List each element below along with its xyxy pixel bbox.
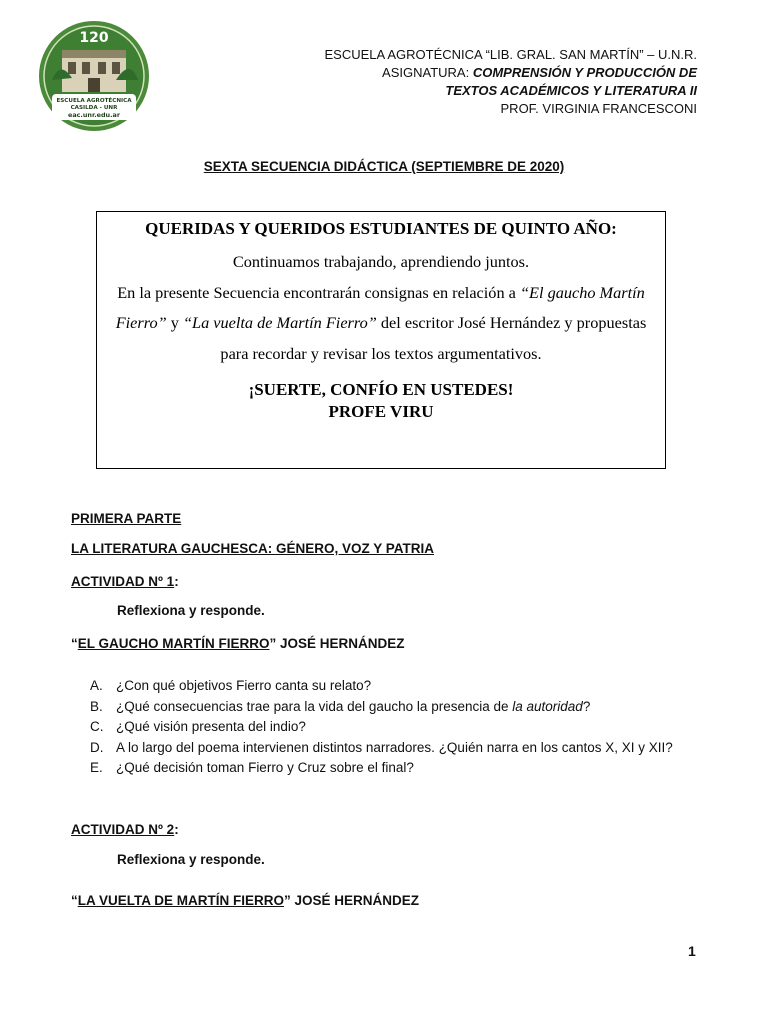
box-heading: QUERIDAS Y QUERIDOS ESTUDIANTES DE QUINTO AÑO: xyxy=(145,219,617,238)
box-line2-c: del escritor José Hernández y propuestas para recordar y revisar los textos argumentativos. xyxy=(220,313,647,363)
box-message xyxy=(97,247,665,369)
school-name: ESCUELA AGROTÉCNICA “LIB. GRAL. SAN MARTÍN” – U.N.R. xyxy=(324,47,697,62)
book2-author: ” JOSÉ HERNÁNDEZ xyxy=(284,893,420,908)
book2-open-quote: “ xyxy=(71,893,78,908)
box-title1: “El gaucho Martín Fierro” xyxy=(115,282,645,332)
question-letter: A. xyxy=(90,678,103,693)
activity1-colon: : xyxy=(174,574,179,589)
question-list xyxy=(90,676,702,779)
question-text: ¿Qué visión presenta del indio? xyxy=(116,719,306,734)
activity2-label: ACTIVIDAD Nº 2 xyxy=(71,822,175,837)
activity2-instruction: Reflexiona y responde. xyxy=(117,852,265,867)
book1-heading xyxy=(71,636,405,651)
teacher-name: PROF. VIRGINIA FRANCESCONI xyxy=(500,101,697,116)
school-logo xyxy=(38,20,150,132)
logo-years: 120 xyxy=(79,30,109,46)
question-italic: la autoridad xyxy=(512,698,583,714)
subject-name: COMPRENSIÓN Y PRODUCCIÓN DE xyxy=(472,65,697,80)
list-item xyxy=(90,758,702,779)
logo-city: CASILDA - UNR xyxy=(70,105,118,111)
activity1-label: ACTIVIDAD Nº 1 xyxy=(71,574,175,589)
question-text-wrap xyxy=(116,697,702,718)
question-text: ¿Con qué objetivos Fierro canta su relato? xyxy=(116,678,372,693)
box-line1: Continuamos trabajando, aprendiendo juntos. xyxy=(232,252,530,271)
question-letter: E. xyxy=(90,760,103,775)
activity1-heading xyxy=(71,574,179,589)
activity2-heading xyxy=(71,822,179,837)
box-sign2: PROFE VIRU xyxy=(328,402,434,421)
box-title2: “La vuelta de Martín Fierro” xyxy=(182,313,377,332)
box-signature xyxy=(97,379,665,423)
subject-line xyxy=(324,64,697,82)
box-line2-b: y xyxy=(166,313,183,332)
sequence-title: SEXTA SECUENCIA DIDÁCTICA (SEPTIEMBRE DE 2020) xyxy=(203,159,565,174)
book1-title: EL GAUCHO MARTÍN FIERRO xyxy=(77,636,270,651)
book1-author: ” JOSÉ HERNÁNDEZ xyxy=(269,636,405,651)
book2-title: LA VUELTA DE MARTÍN FIERRO xyxy=(77,893,284,908)
part-heading: PRIMERA PARTE xyxy=(71,511,182,526)
box-sign1: ¡SUERTE, CONFÍO EN USTEDES! xyxy=(248,380,514,399)
page-number: 1 xyxy=(688,943,696,959)
logo-web: eac.unr.edu.ar xyxy=(68,111,120,119)
section-heading: LA LITERATURA GAUCHESCA: GÉNERO, VOZ Y PATRIA xyxy=(71,541,435,556)
question-letter: D. xyxy=(90,739,104,755)
activity1-instruction: Reflexiona y responde. xyxy=(117,603,265,618)
question-text: ¿Qué decisión toman Fierro y Cruz sobre el final? xyxy=(116,760,414,775)
book1-open-quote: “ xyxy=(71,636,78,651)
box-line2-a: En la presente Secuencia encontrarán consignas en relación a xyxy=(117,282,520,302)
book2-heading xyxy=(71,893,419,908)
question-letter: B. xyxy=(90,698,103,714)
subject-name-cont: TEXTOS ACADÉMICOS Y LITERATURA II xyxy=(445,83,697,98)
subject-label: ASIGNATURA: xyxy=(382,65,473,80)
list-item xyxy=(90,738,702,759)
activity2-colon: : xyxy=(174,822,179,837)
list-item xyxy=(90,697,702,718)
message-box xyxy=(96,211,666,469)
question-text: ¿Qué consecuencias trae para la vida del gaucho la presencia de xyxy=(116,698,513,714)
question-tail: ? xyxy=(582,698,591,714)
logo-seal-icon xyxy=(38,20,150,132)
logo-subtitle: ESCUELA AGROTÉCNICA xyxy=(56,98,132,104)
question-text: A lo largo del poema intervienen distintos narradores. ¿Quién narra en los cantos X, XI y XII? xyxy=(116,739,673,755)
question-letter: C. xyxy=(90,719,104,734)
list-item xyxy=(90,676,702,697)
list-item xyxy=(90,717,702,738)
document-header xyxy=(324,46,697,118)
